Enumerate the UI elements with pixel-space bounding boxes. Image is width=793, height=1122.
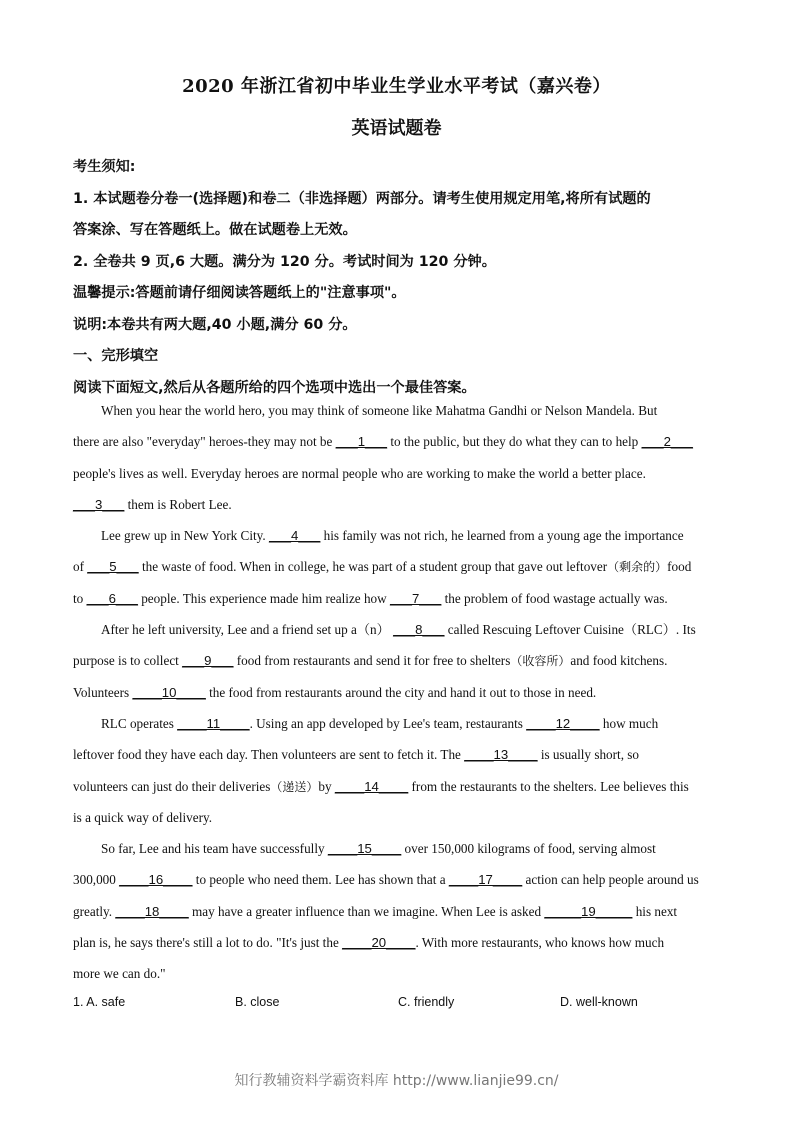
option-a: A. safe: [86, 995, 126, 1009]
blank-14: ____14____: [334, 778, 409, 794]
blank-17: ____17____: [448, 872, 523, 888]
passage-text: So far, Lee and his team have successfully: [101, 841, 328, 857]
section-heading: 一、完形填空: [73, 348, 159, 364]
passage-text: his family was not rich, he learned from a young age the importance: [320, 528, 684, 544]
passage-text: how much: [599, 715, 659, 731]
passage-text: by: [318, 778, 335, 794]
blank-3: ___3___: [73, 496, 125, 512]
passage-text: food: [667, 559, 692, 575]
option-b: B. close: [235, 995, 280, 1009]
blank-7: ___7___: [389, 590, 442, 606]
passage-line: [73, 833, 723, 864]
passage-text: to: [73, 590, 87, 606]
passage-text: them is Robert Lee.: [124, 496, 232, 512]
blank-20: ____20____: [342, 935, 416, 951]
passage-text: from the restaurants to the shelters. Lee believes this: [408, 778, 689, 794]
passage-text: may have a greater influence than we imagine. When Lee is asked: [188, 903, 545, 919]
passage-line: [73, 958, 723, 989]
passage-text: his next: [632, 903, 678, 919]
passage-text: action can help people around us: [522, 872, 699, 888]
passage-text: . Using an app developed by Lee's team, restaurants: [249, 715, 527, 731]
passage-text: 300,000: [73, 872, 120, 888]
instructions: [73, 152, 733, 404]
notes-heading: 考生须知:: [73, 159, 136, 175]
passage-line: [73, 489, 723, 520]
tip: 温馨提示:答题前请仔细阅读答题纸上的"注意事项"。: [73, 285, 406, 301]
passage-text: of: [73, 559, 88, 575]
blank-16: ____16____: [119, 872, 193, 888]
passage-text: greatly.: [73, 903, 116, 919]
passage-line: [73, 677, 723, 708]
blank-15: ____15____: [327, 841, 402, 857]
cloze-passage: [73, 395, 723, 990]
gloss-shelters: （收容所）: [510, 654, 571, 669]
passage-text: . With more restaurants, who knows how much: [415, 935, 665, 951]
section-directions: 阅读下面短文,然后从各题所给的四个选项中选出一个最佳答案。: [73, 379, 476, 396]
passage-line: [73, 739, 723, 770]
passage-text: the problem of food wastage actually was.: [441, 590, 668, 606]
blank-4: ___4___: [269, 528, 321, 544]
passage-text: When you hear the world hero, you may think of someone like Mahatma Gandhi or Nelson Mandela. But: [101, 403, 658, 418]
passage-text: purpose is to collect: [73, 653, 183, 669]
passage-line: [73, 708, 723, 739]
passage-text: Lee grew up in New York City.: [101, 528, 269, 544]
note-2: 2. 全卷共 9 页,6 大题。满分为 120 分。考试时间为 120 分钟。: [73, 253, 496, 270]
blank-13: ____13____: [464, 747, 538, 763]
passage-text: Volunteers: [73, 684, 133, 700]
blank-8: ___8___: [393, 622, 445, 638]
exam-title: 2020 年浙江省初中毕业生学业水平考试（嘉兴卷）: [182, 76, 611, 97]
blank-19: _____19_____: [544, 903, 633, 919]
passage-line: [73, 520, 723, 551]
passage-text: people's lives as well. Everyday heroes are normal people who are working to make the world a better place.: [73, 465, 646, 481]
passage-text: to people who need them. Lee has shown that a: [192, 872, 449, 888]
passage-line: [73, 614, 723, 645]
passage-text: volunteers can just do their deliveries: [73, 778, 271, 794]
note-1-line-2: 答案涂、写在答题纸上。做在试题卷上无效。: [73, 222, 357, 238]
passage-line: [73, 864, 723, 895]
question-1-options: [73, 990, 733, 1014]
option-c: C. friendly: [398, 995, 455, 1009]
passage-text: After he left university, Lee and a friend set up a（n）: [101, 622, 394, 638]
passage-text: plan is, he says there's still a lot to do. "It's just the: [73, 935, 343, 951]
question-number: [73, 990, 125, 1014]
exam-subtitle: 英语试题卷: [351, 118, 442, 139]
passage-line: [73, 583, 723, 614]
passage-text: to the public, but they do what they can to help: [387, 434, 642, 450]
blank-9: ___9___: [182, 653, 234, 669]
passage-line: [73, 896, 723, 927]
question-number-text: 1.: [73, 995, 84, 1009]
passage-line: [73, 645, 723, 676]
gloss-leftover: （剩余的）: [607, 560, 668, 575]
passage-text: is usually short, so: [537, 747, 640, 763]
blank-1: ___1___: [335, 434, 388, 450]
passage-text: the food from restaurants around the city and hand it out to those in need.: [205, 684, 597, 700]
passage-line: [73, 458, 723, 489]
passage-text: food from restaurants and send it for free to shelters: [233, 653, 511, 669]
blank-6: ___6___: [86, 590, 138, 606]
passage-line: [73, 927, 723, 958]
passage-text: there are also "everyday" heroes-they may not be: [73, 434, 336, 450]
passage-line: [73, 395, 723, 426]
blank-12: ____12____: [526, 715, 600, 731]
blank-11: ____11____: [177, 715, 250, 731]
passage-text: the waste of food. When in college, he was part of a student group that gave out leftover: [138, 559, 608, 575]
passage-text: is a quick way of delivery.: [73, 809, 213, 825]
note-1-line-1: 1. 本试题卷分卷一(选择题)和卷二（非选择题）两部分。请考生使用规定用笔,将所有试题的: [73, 190, 651, 207]
passage-text: more we can do.": [73, 966, 166, 982]
blank-5: ___5___: [87, 559, 139, 575]
blank-10: ____10____: [132, 684, 206, 700]
blank-2: ___2___: [641, 434, 693, 450]
passage-text: people. This experience made him realize how: [137, 590, 390, 606]
gloss-deliveries: （递送）: [270, 779, 319, 794]
passage-text: over 150,000 kilograms of food, serving almost: [401, 841, 656, 857]
footer-watermark: 知行教辅资料学霸资料库 http://www.lianjie99.cn/: [234, 1073, 559, 1089]
passage-line: [73, 426, 723, 457]
section-description: 说明:本卷共有两大题,40 小题,满分 60 分。: [73, 316, 357, 333]
blank-18: ____18____: [115, 903, 189, 919]
passage-line: [73, 802, 723, 833]
passage-text: and food kitchens.: [570, 653, 668, 669]
passage-line: [73, 771, 723, 802]
passage-line: [73, 551, 723, 582]
passage-text: leftover food they have each day. Then volunteers are sent to fetch it. The: [73, 747, 465, 763]
option-d: D. well-known: [560, 995, 638, 1009]
passage-text: RLC operates: [101, 715, 178, 731]
passage-text: called Rescuing Leftover Cuisine（RLC）. Its: [444, 622, 696, 638]
